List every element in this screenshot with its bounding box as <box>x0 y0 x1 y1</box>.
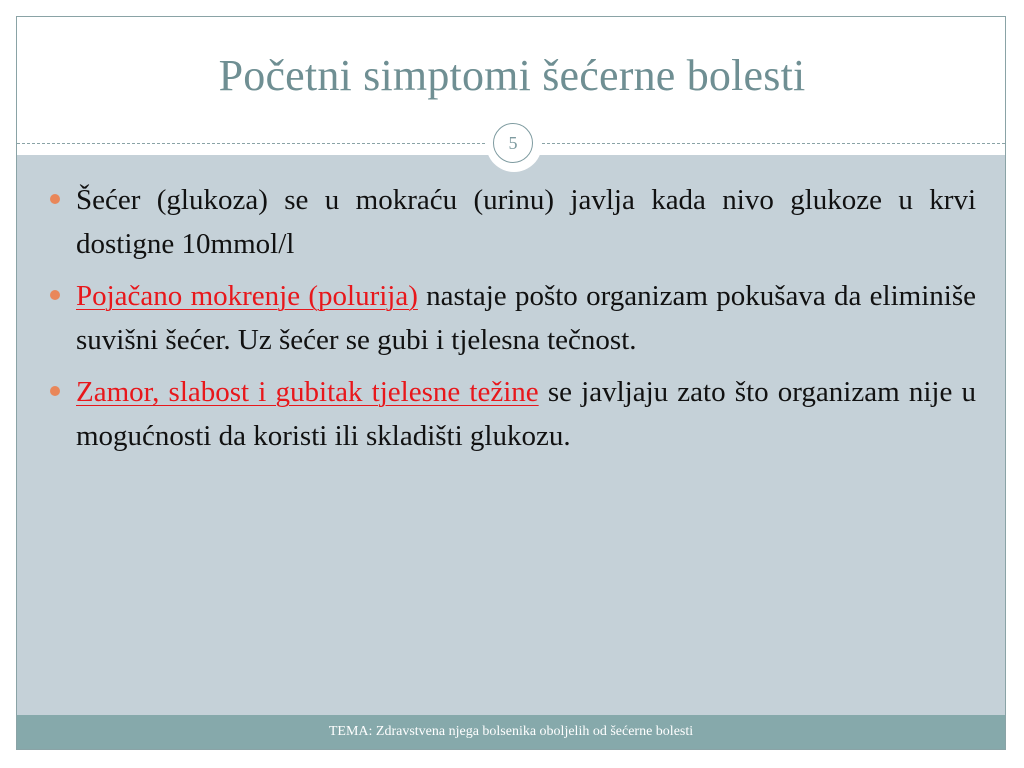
bullet-highlight: Pojačano mokrenje (polurija) <box>76 280 418 312</box>
bullet-highlight: Zamor, slabost i gubitak tjelesne težine <box>76 376 539 408</box>
bullet-text: se javljaju zato što organizam nije u mogućnosti da koristi ili skladišti glukozu. <box>76 376 976 452</box>
slide-footer: TEMA: Zdravstvena njega bolsenika oboljelih od šećerne bolesti <box>17 715 1005 749</box>
bullet-item <box>50 274 976 362</box>
bullet-text: Šećer (glukoza) se u mokraću (urinu) javlja kada nivo glukoze u krvi dostigne 10mmol/l <box>76 184 976 260</box>
bullet-list <box>50 178 976 466</box>
bullet-icon <box>50 194 60 204</box>
bullet-icon <box>50 386 60 396</box>
slide-title: Početni simptomi šećerne bolesti <box>218 51 806 100</box>
bullet-item <box>50 178 976 266</box>
bullet-item <box>50 370 976 458</box>
slide-number: 5 <box>493 123 533 163</box>
bullet-icon <box>50 290 60 300</box>
bullet-text: nastaje pošto organizam pokušava da eliminiše suvišni šećer. Uz šećer se gubi i tjelesna tečnost. <box>76 280 976 356</box>
